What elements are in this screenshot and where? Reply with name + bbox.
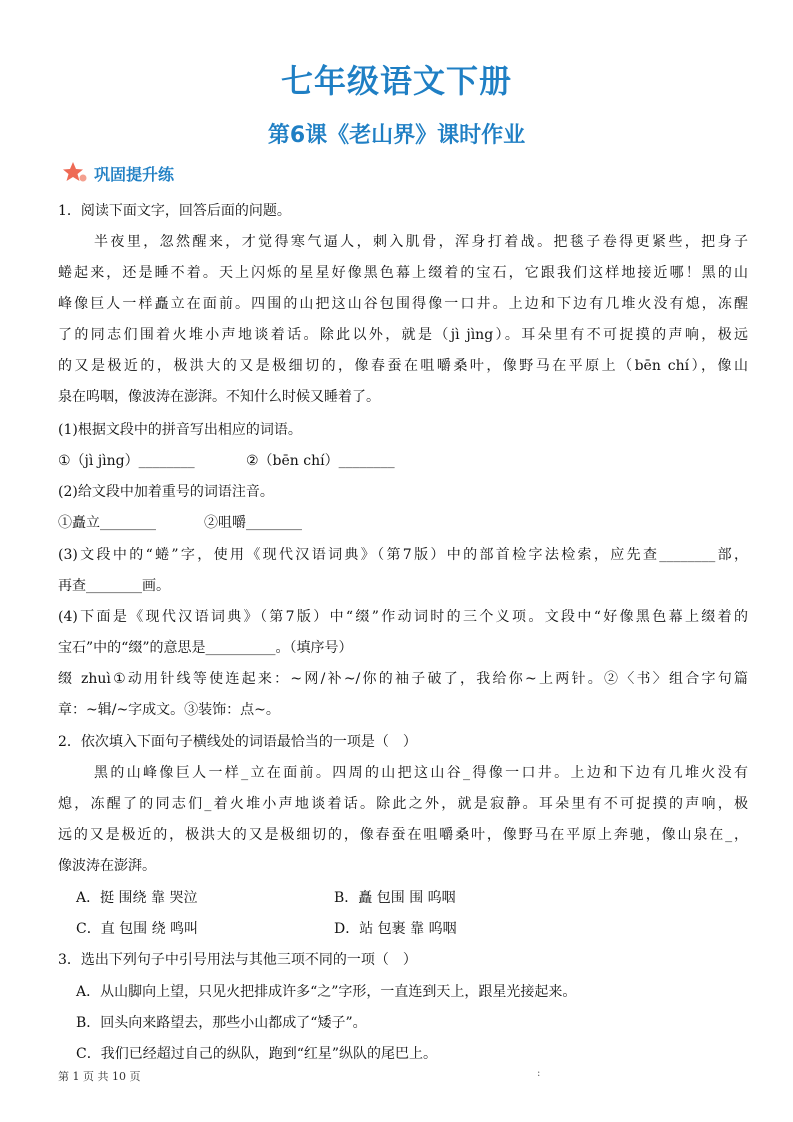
q1-sub3-cont: 再查________画。 [58,578,170,594]
q2-option-c[interactable]: C．直 包围 绕 鸣叫 [76,921,199,937]
q2-passage-line: 像波涛在澎湃。 [58,858,156,874]
q1-sub1: (1)根据文段中的拼音写出相应的词语。 [58,422,302,438]
q2-option-d[interactable]: D．站 包裹 靠 呜咽 [334,921,457,937]
q1-stem: 1．阅读下面文字，回答后面的问题。 [58,203,291,219]
q1-sub2: (2)给文段中加着重号的词语注音。 [58,484,274,500]
lesson-subtitle: 第6课《老山界》课时作业 [267,123,526,148]
footer-mark: : [537,1068,541,1079]
page-title: 七年级语文下册 [280,62,512,100]
section-label: 巩固提升练 [94,164,175,184]
q2-passage-line: 远的又是极近的，极洪大的又是极细切的，像春蚕在咀嚼桑叶，像野马在平原上奔驰，像山泉在_， [58,827,748,843]
q1-sub4-cont: 宝石”中的“缀”的意思是__________。（填序号） [58,640,353,656]
q3-option-a[interactable]: A．从山脚向上望，只见火把排成许多“之”字形，一直连到天上，跟星光接起来。 [76,984,577,1000]
q2-passage-line: 黑的山峰像巨人一样_立在面前。四周的山把这山谷_得像一口井。上边和下边有几堆火没有 [94,765,748,781]
q1-passage-line: 了的同志们围着火堆小声地谈着话。除此以外，就是（jì jìng）。耳朵里有不可捉摸的声响，极远 [58,327,748,343]
q1-passage-line: 泉在呜咽，像波涛在澎湃。不知什么时候又睡着了。 [58,389,380,405]
dictionary-definition-cont: 章：~辑/~字成文。③装饰：点~。 [58,702,280,718]
q3-option-c[interactable]: C．我们已经超过自己的纵队，跑到“红星”纵队的尾巴上。 [76,1046,438,1062]
q1-passage-line: 的又是极近的，极洪大的又是极细切的，像春蚕在咀嚼桑叶，像野马在平原上（bēn chí），像山 [58,358,748,374]
q2-option-a[interactable]: A．挺 围绕 靠 哭泣 [76,890,198,906]
section-header [62,160,174,186]
q1-sub1-blank-b: ②（bēn chí）________ [246,453,395,469]
page-number: 第 1 页 共 10 页 [58,1070,141,1083]
q1-sub2-blank-b: ②咀嚼________ [204,515,302,531]
q1-sub3: (3)文段中的“蜷”字，使用《现代汉语词典》（第7版）中的部首检字法检索，应先查________部， [58,547,748,563]
q3-stem: 3．选出下列句子中引号用法与其他三项不同的一项（ ） [58,952,417,968]
q2-option-b[interactable]: B．矗 包围 围 呜咽 [334,890,456,906]
q2-passage-line: 熄，冻醒了的同志们_着火堆小声地谈着话。除此之外，就是寂静。耳朵里有不可捉摸的声响，极 [58,796,748,812]
q1-passage-line: 峰像巨人一样矗立在面前。四围的山把这山谷包围得像一口井。上边和下边有几堆火没有熄，冻醒 [58,296,748,312]
q1-sub4: (4)下面是《现代汉语词典》（第7版）中“缀”作动词时的三个义项。文段中“好像黑色幕上缀着的 [58,609,748,625]
q1-sub1-blank-a: ①（jì jìng）________ [58,453,195,469]
q2-stem: 2．依次填入下面句子横线处的词语最恰当的一项是（ ） [58,734,417,750]
q1-sub2-blank-a: ①矗立________ [58,515,156,531]
q1-passage-line: 半夜里，忽然醒来，才觉得寒气逼人，刺入肌骨，浑身打着战。把毯子卷得更紧些，把身子 [94,234,748,250]
q1-passage-line: 蜷起来，还是睡不着。天上闪烁的星星好像黑色幕上缀着的宝石，它跟我们这样地接近哪！黑的山 [58,265,748,281]
q3-option-b[interactable]: B．回头向来路望去，那些小山都成了“矮子”。 [76,1015,367,1031]
star-icon [62,161,88,185]
dictionary-definition: 缀 zhuì①动用针线等使连起来：~网/补~/你的袖子破了，我给你~上两针。②〈书〉组合字句篇 [58,671,748,687]
